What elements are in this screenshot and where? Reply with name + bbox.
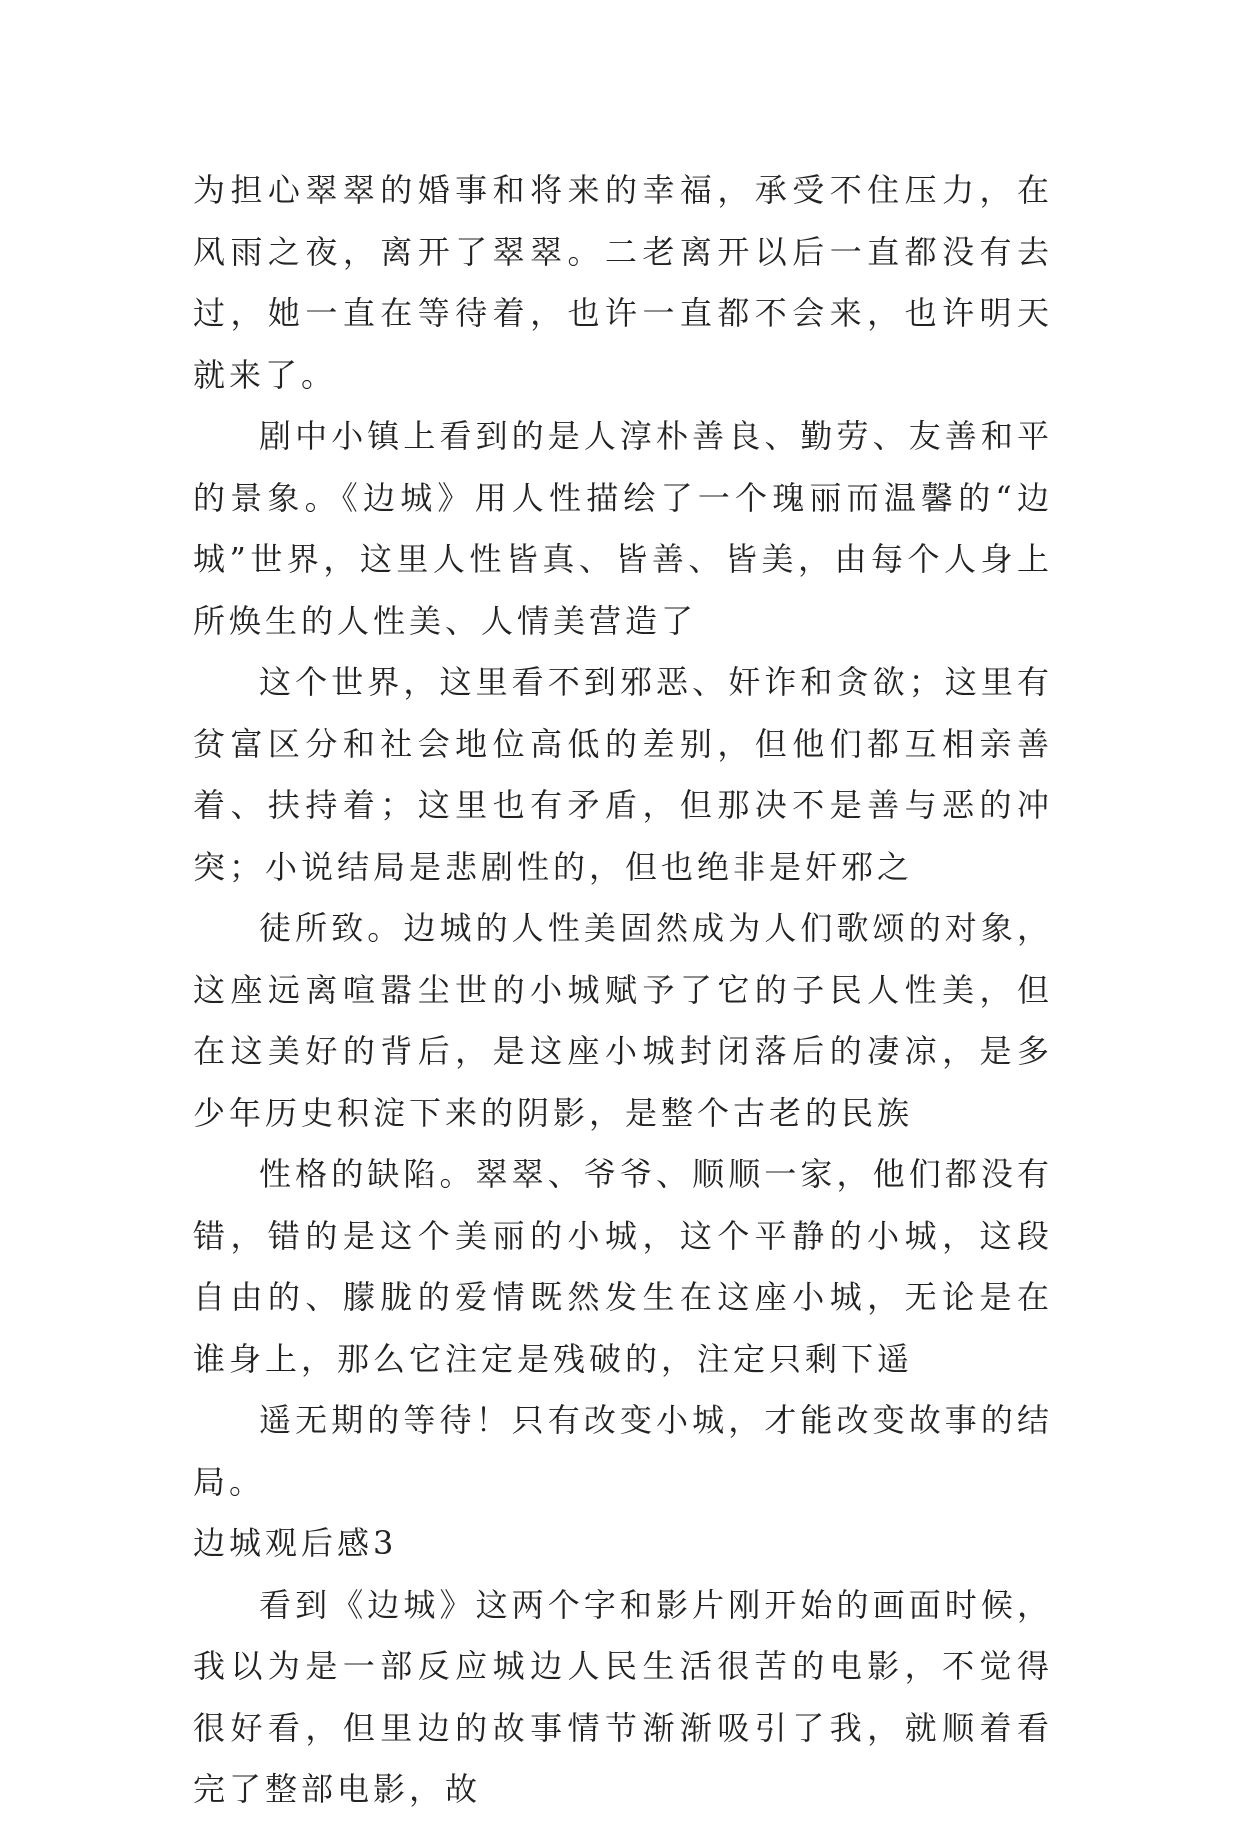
paragraph-1: 为担心翠翠的婚事和将来的幸福，承受不住压力，在风雨之夜，离开了翠翠。二老离开以后一直都没有去过，她一直在等待着，也许一直都不会来，也许明天就来了。 [193,171,1053,394]
paragraph-5: 性格的缺陷。翠翠、爷爷、顺顺一家，他们都没有错，错的是这个美丽的小城，这个平静的小城，这段自由的、朦胧的爱情既然发生在这座小城，无论是在谁身上，那么它注定是残破的，注定只剩下遥 [193,1155,1053,1378]
paragraph-7: 看到《边城》这两个字和影片刚开始的画面时候，我以为是一部反应城边人民生活很苦的电影，不觉得很好看，但里边的故事情节渐渐吸引了我，就顺着看完了整部电影，故 [193,1585,1053,1808]
paragraph-3: 这个世界，这里看不到邪恶、奸诈和贪欲；这里有贫富区分和社会地位高低的差别，但他们都互相亲善着、扶持着；这里也有矛盾，但那决不是善与恶的冲突；小说结局是悲剧性的，但也绝非是奸邪之 [193,663,1053,886]
document-page [193,160,1053,1821]
paragraph-2: 剧中小镇上看到的是人淳朴善良、勤劳、友善和平的景象。《边城》用人性描绘了一个瑰丽而温馨的“边城”世界，这里人性皆真、皆善、皆美，由每个人身上所焕生的人性美、人情美营造了 [193,417,1053,640]
paragraph-4: 徒所致。边城的人性美固然成为人们歌颂的对象，这座远离喧嚣尘世的小城赋予了它的子民人性美，但在这美好的背后，是这座小城封闭落后的凄凉，是多少年历史积淀下来的阴影，是整个古老的民族 [193,909,1053,1132]
paragraph-6: 遥无期的等待！只有改变小城，才能改变故事的结局。 [193,1401,1053,1501]
section-heading: 边城观后感3 [193,1524,398,1562]
